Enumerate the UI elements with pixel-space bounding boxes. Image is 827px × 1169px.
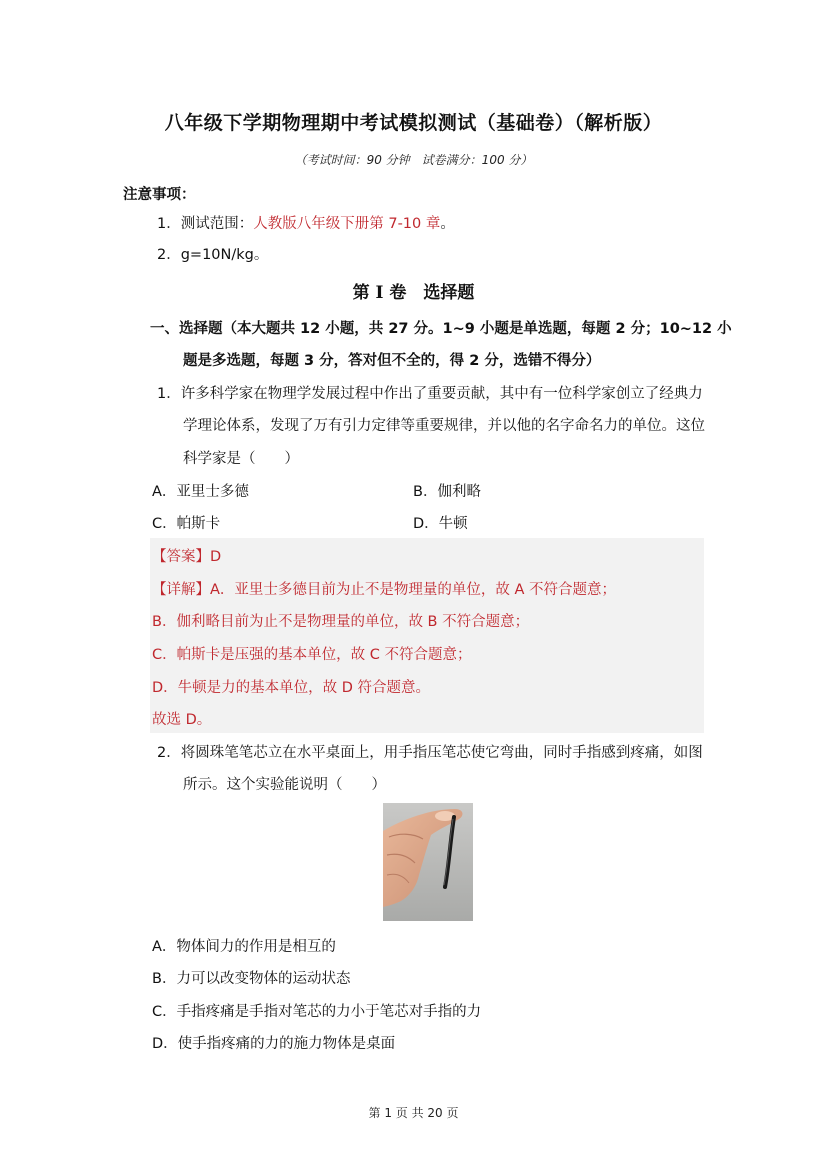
q2-option-a: A．物体间力的作用是相互的 xyxy=(152,939,336,955)
q2-stem-line-2: 所示。这个实验能说明（ ） xyxy=(183,777,386,793)
section-title: 第 Ⅰ 卷 选择题 xyxy=(352,283,475,303)
finger-pressing-pen-refill-photo xyxy=(383,803,473,921)
notes-heading: 注意事项： xyxy=(123,187,196,203)
q2-option-c: C．手指疼痛是手指对笔芯的力小于笔芯对手指的力 xyxy=(152,1004,482,1020)
page-title: 八年级下学期物理期中考试模拟测试（基础卷）（解析版） xyxy=(164,112,663,134)
q1-conclusion: 故选 D。 xyxy=(152,712,212,728)
exam-info: （考试时间：90 分钟 试卷满分：100 分） xyxy=(294,153,533,167)
q1-explanation-4: D．牛顿是力的基本单位，故 D 符合题意。 xyxy=(152,680,431,696)
q1-explanation-1: 【详解】A．亚里士多德目前为止不是物理量的单位，故 A 不符合题意； xyxy=(152,582,617,598)
q2-stem-line-1: 2．将圆珠笔笔芯立在水平桌面上，用手指压笔芯使它弯曲，同时手指感到疼痛，如图 xyxy=(157,745,703,761)
q1-stem-line-3: 科学家是（ ） xyxy=(183,451,299,467)
q1-option-b: B．伽利略 xyxy=(413,484,481,500)
q1-explanation-3: C．帕斯卡是压强的基本单位，故 C 不符合题意； xyxy=(152,647,472,663)
q1-explanation-2: B．伽利略目前为止不是物理量的单位，故 B 不符合题意； xyxy=(152,614,530,630)
note-item-1-suffix: 。 xyxy=(440,216,455,232)
q1-answer: 【答案】D xyxy=(152,549,222,565)
q2-option-d: D．使手指疼痛的力的施力物体是桌面 xyxy=(152,1036,396,1052)
q1-stem-line-2: 学理论体系，发现了万有引力定律等重要规律，并以他的名字命名力的单位。这位 xyxy=(183,418,705,434)
q1-option-a: A．亚里士多德 xyxy=(152,484,249,500)
q1-option-c: C．帕斯卡 xyxy=(152,516,221,532)
note-item-1-prefix: 1．测试范围： xyxy=(157,216,254,232)
part-instructions-line-1: 一、选择题（本大题共 12 小题，共 27 分。1~9 小题是单选题，每题 2 分；10~12 小 xyxy=(150,321,732,337)
note-item-1 xyxy=(157,212,455,233)
q1-option-d: D．牛顿 xyxy=(413,516,468,532)
photo-illustration xyxy=(383,803,473,921)
part-instructions-line-2: 题是多选题，每题 3 分，答对但不全的，得 2 分，选错不得分） xyxy=(183,353,601,369)
q2-option-b: B．力可以改变物体的运动状态 xyxy=(152,971,351,987)
answer-box xyxy=(150,538,704,733)
test-scope: 人教版八年级下册第 7-10 章 xyxy=(253,216,441,232)
note-item-2: 2．g=10N/kg。 xyxy=(157,247,269,263)
q1-stem-line-1: 1．许多科学家在物理学发展过程中作出了重要贡献，其中有一位科学家创立了经典力 xyxy=(157,386,703,402)
page-number: 第 1 页 共 20 页 xyxy=(368,1106,459,1120)
